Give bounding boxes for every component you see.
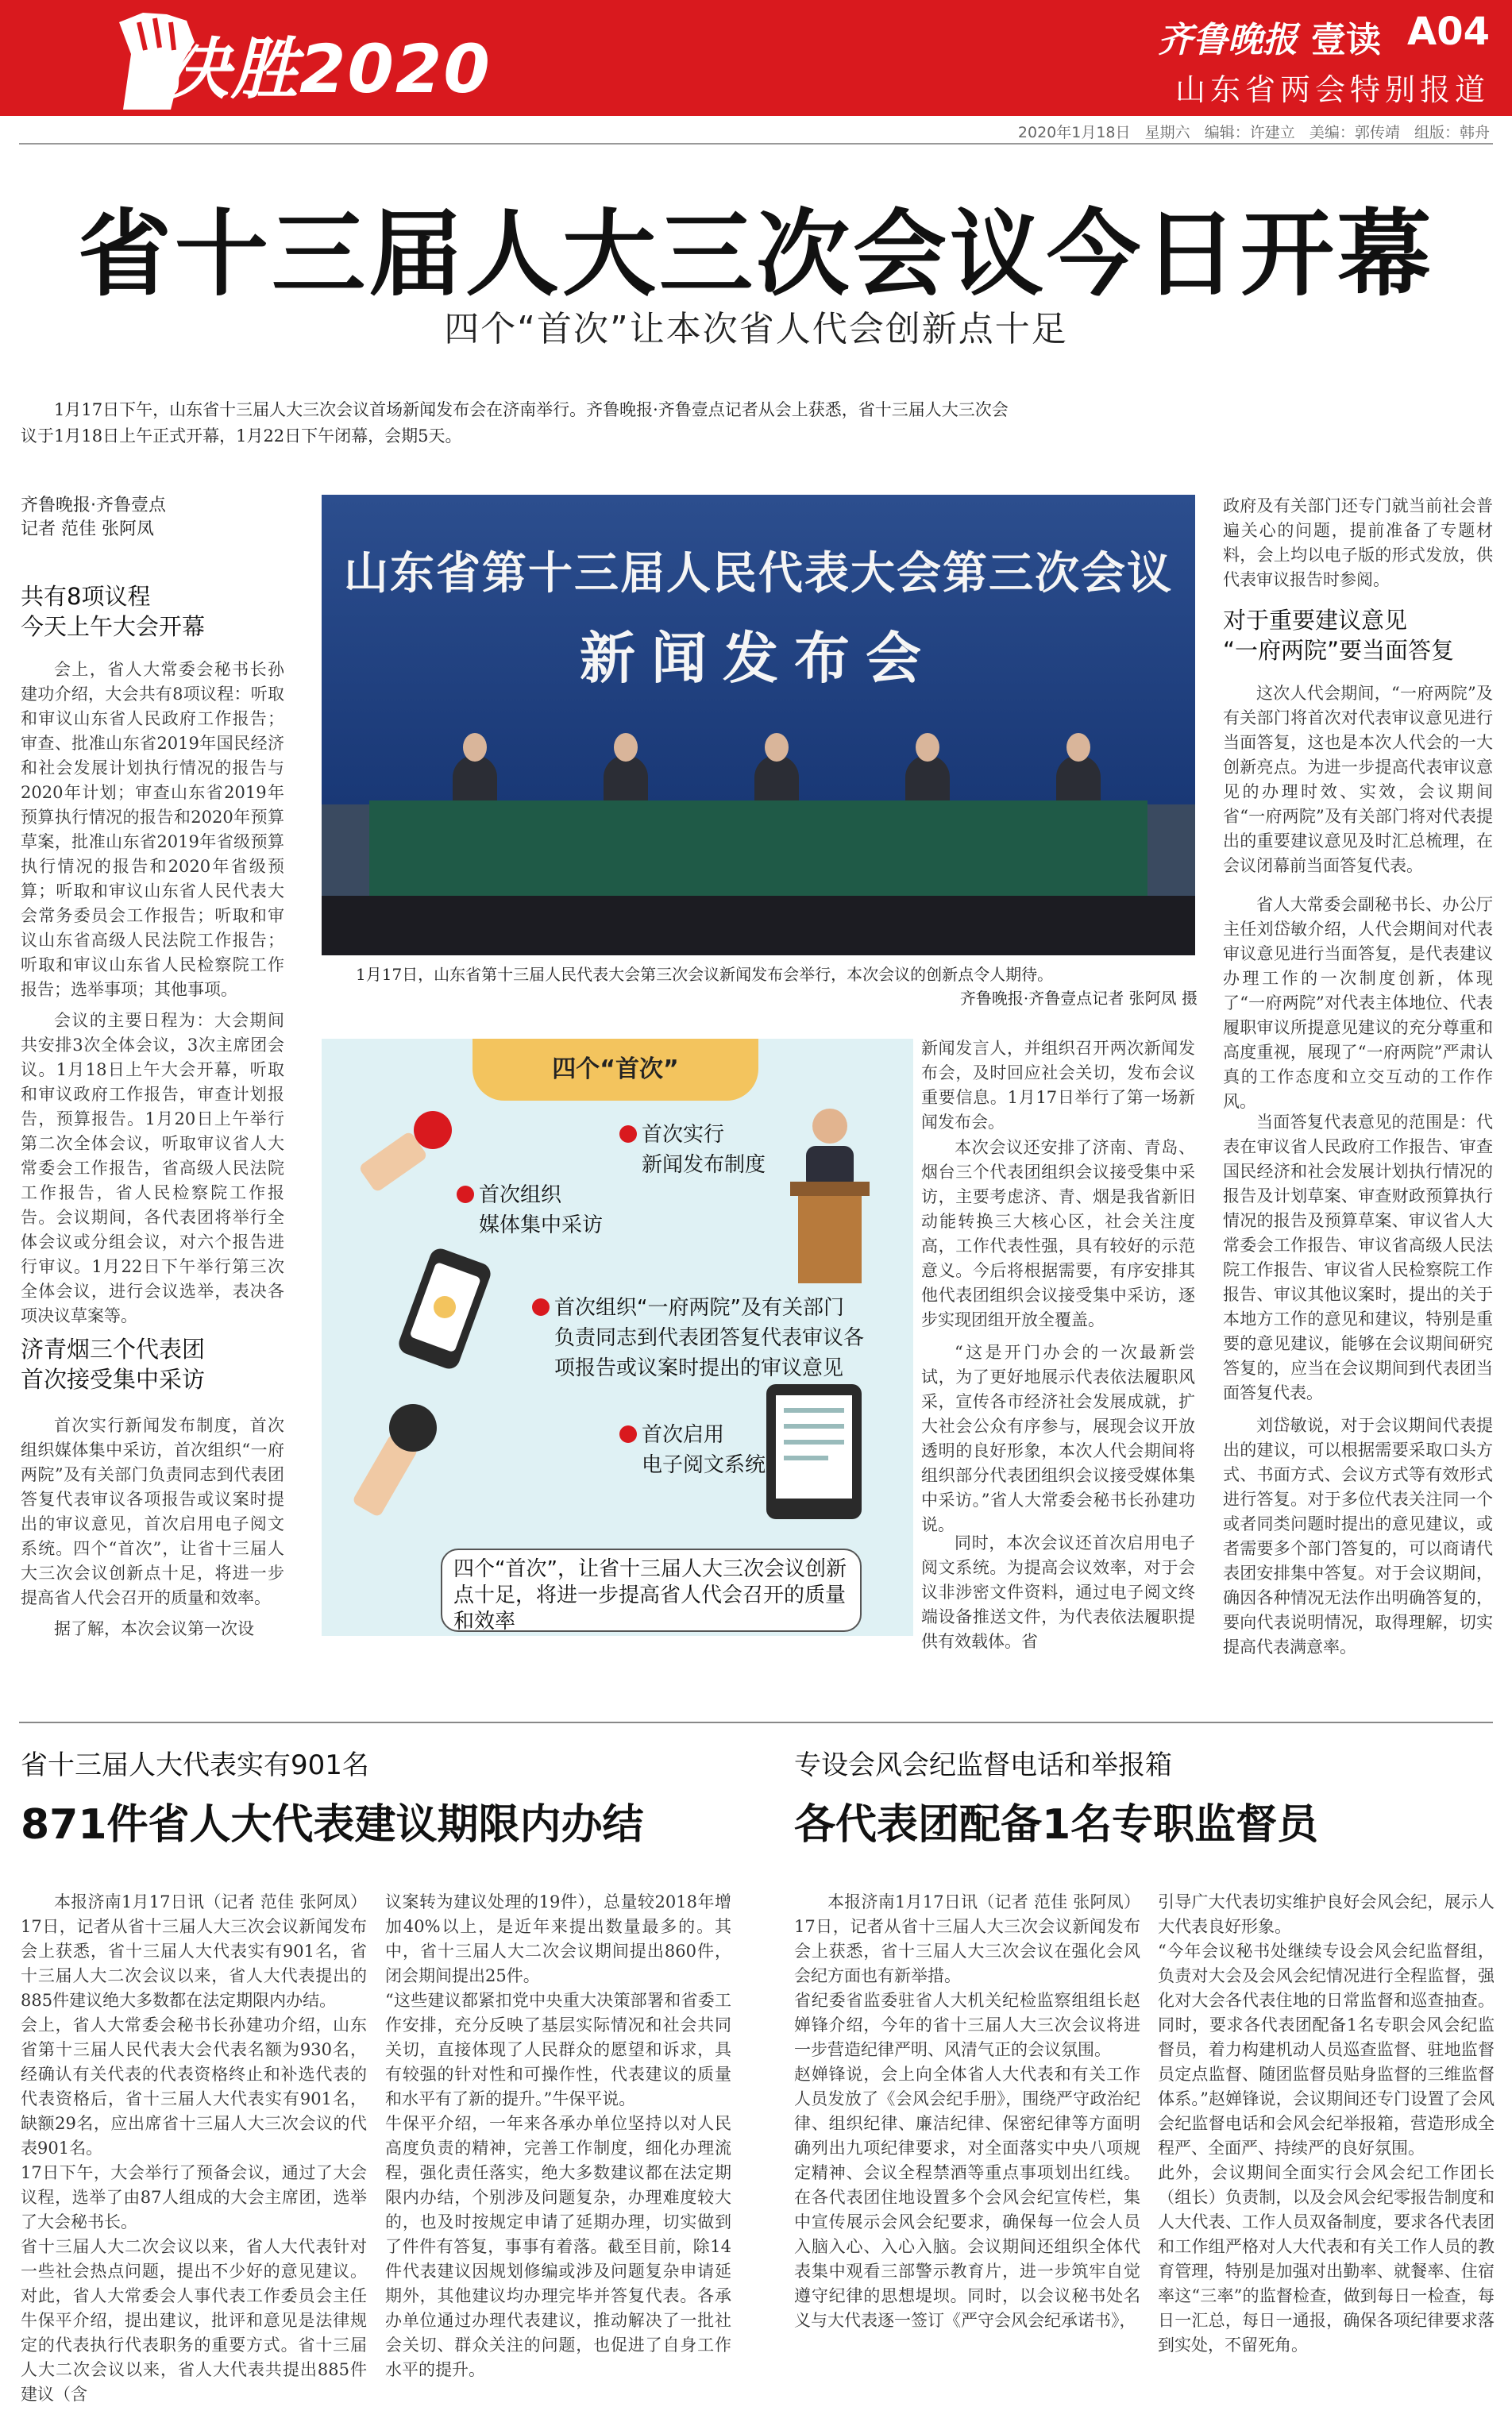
article-body-column: 议案转为建议处理的19件），总量较2018年增加40%以上，是近年来提出数量最多的。其中，省十三届人大二次会议期间提出860件，闭会期间提出25件。 “这些建议都紧扣党中央重大决策部署和省委工作安排，充分反映了基层实际情况和社会共同关切，直接体现了人民群众的愿望和诉求，具有较强的针对性和可操作性，代表建议的质量和水平有了新的提升。”牛保平说。 牛保平介绍，一年来各承办单位坚持以对人民高度负责的精神，完善工作制度，细化办理流程，强化责任落实，绝大多数建议都在法定期限内办结，个别涉及问题复杂，办理难度较大的，也及时按规定申请了延期办理，切实做到了件件有答复，事事有着落。截至目前，除14件代表建议因规划修编或涉及问题复杂申请延期外，其他建议均办理完毕并答复代表。各承办单位通过办理代表建议，推动解决了一批社会关切、群众关注的问题，也促进了自身工作水平的提升。 (385, 1892, 731, 2379)
item-line: 新闻发布制度 (642, 1153, 766, 1177)
article-paragraph: 本次会议还安排了济南、青岛、烟台三个代表团组织会议接受集中采访，主要考虑济、青、烟是我省新旧动能转换三大核心区，社会关注度高，工作代表性强，具有较好的示范意义。今后将根据需要，有序安排其他代表团组织会议接受集中采访，逐步实现团组开放全覆盖。 (921, 1138, 1195, 1329)
microphone-hand-icon (338, 1388, 472, 1523)
photo-credit: 齐鲁晚报·齐鲁壹点记者 张阿凤 摄 (959, 989, 1198, 1008)
subheading-line: 今天上午大会开幕 (21, 613, 206, 640)
item-line: 电子阅文系统 (642, 1453, 766, 1477)
item-line: 首次实行 (642, 1123, 725, 1147)
subheading-line: “一府两院”要当面答复 (1223, 637, 1455, 664)
infographic-summary: 四个“首次”，让省十三届人大三次会议创新点十足，将进一步提高省人代会召开的质量和效率 (441, 1549, 862, 1632)
article-body-column: 本报济南1月17日讯（记者 范佳 张阿凤） 17日，记者从省十三届人大三次会议新闻发布会上获悉，省十三届人大三次会议在强化会风会纪方面也有新举措。 省纪委省监委驻省人大机关纪检监察组组长赵婵锋介绍，今年的省十三届人大三次会议将进一步营造纪律严明、风清气正的会议氛围。 赵婵锋说，会上向全体省人大代表和有关工作人员发放了《会风会纪手册》，围绕严守政治纪律、组织纪律、廉洁纪律、保密纪律等方面明确列出九项纪律要求，对全面落实中央八项规定精神、会议全程禁酒等重点事项划出红线。在各代表团住地设置多个会风会纪宣传栏，集中宣传展示会风会纪要求，确保每一位会人员入脑入心、入心入脑。会议期间还组织全体代表集中观看三部警示教育片，进一步筑牢自觉遵守纪律的思想堤坝。同时，以会议秘书处名义与大代表逐一签订《严守会风会纪承诺书》， (794, 1892, 1140, 2330)
article-paragraph: 首次实行新闻发布制度，首次组织媒体集中采访，首次组织“一府两院”及有关部门负责同志到代表团答复代表审议各项报告或议案时提出的审议意见，首次启用电子阅文系统。四个“首次”，让省十三届人大三次会议创新点十足，将进一步提高省人代会召开的质量和效率。 (21, 1416, 284, 1607)
infographic-item (619, 1120, 766, 1180)
page-headline: 省十三届人大三次会议今日开幕 (77, 199, 1434, 309)
article-kicker: 专设会风会纪监督电话和举报箱 (794, 1749, 1172, 1781)
section-subheading (1223, 605, 1454, 665)
speaker-head (1066, 733, 1090, 762)
item-line: 项报告或议案时提出的审议意见 (554, 1356, 844, 1380)
item-line: 首次启用 (642, 1423, 725, 1447)
section-divider (19, 1722, 1493, 1723)
article-paragraph: 省人大常委会副秘书长、办公厅主任刘岱敏介绍，人代会期间对代表审议意见进行当面答复，是代表建议办理工作的一次制度创新，体现了“一府两院”对代表主体地位、代表履职审议所提意见建议的充分尊重和高度重视，展现了“一府两院”严肃认真的工作态度和立交互动的工作作风。 (1223, 895, 1493, 1111)
infographic-title: 四个“首次” (472, 1039, 758, 1101)
section-subheading (21, 581, 205, 642)
masthead-title: 决胜2020 (163, 30, 492, 108)
speaker-head (614, 733, 638, 762)
divider (19, 143, 1493, 145)
four-firsts-infographic (322, 1039, 913, 1636)
item-line: 负责同志到代表团答复代表审议各 (554, 1326, 865, 1350)
article-headline: 各代表团配备1名专职监督员 (794, 1801, 1319, 1849)
byline (21, 494, 166, 542)
conference-table (369, 800, 1148, 896)
article-headline: 871件省人大代表建议期限内办结 (21, 1801, 644, 1849)
subheading-line: 共有8项议程 (21, 583, 151, 610)
dateline: 2020年1月18日 星期六 编辑：许建立 美编：郭传靖 组版：韩舟 (1017, 124, 1490, 141)
item-line: 媒体集中采访 (479, 1213, 604, 1237)
photo-caption (356, 962, 1198, 1010)
page-number: A04 (1407, 10, 1490, 54)
byline-line: 齐鲁晚报·齐鲁壹点 (21, 496, 166, 515)
subheading-line: 对于重要建议意见 (1223, 607, 1408, 634)
audience-area (322, 896, 1195, 955)
article-paragraph: 刘岱敏说，对于会议期间代表提出的建议，可以根据需要采取口头方式、书面方式、会议方式等有效形式进行答复。对于多位代表关注同一个或者同类问题时提出的意见建议，或者需要多个部门答复的，可以商请代表团安排集中答复。对于会议期间，确因各种情况无法作出明确答复的，要向代表说明情况，取得理解，切实提高代表满意率。 (1223, 1416, 1493, 1657)
article-kicker: 省十三届人大代表实有901名 (21, 1749, 369, 1781)
byline-line: 记者 范佳 张阿凤 (21, 519, 154, 539)
article-paragraph: 政府及有关部门还专门就当前社会普遍关心的问题，提前准备了专题材料，会上均以电子版的形式发放，供代表审议报告时参阅。 (1223, 496, 1493, 589)
page-subheadline: 四个“首次”让本次省人代会创新点十足 (444, 309, 1068, 349)
article-paragraph: “这是开门办会的一次最新尝试，为了更好地展示代表依法履职风采，宣传各市经济社会发展成就，扩大社会公众有序参与，展现会议开放透明的良好形象，本次人代会期间将组织部分代表团组织会议接受媒体集中采访。”省人大常委会秘书长孙建功说。 (921, 1343, 1195, 1534)
subheading-line: 首次接受集中采访 (21, 1366, 206, 1393)
speaker-head (916, 733, 939, 762)
newspaper-name: 齐鲁晚报 (1158, 20, 1298, 60)
backdrop-title: 山东省第十三届人民代表大会第三次会议 (344, 547, 1173, 600)
speaker-head (463, 733, 487, 762)
item-line: 首次组织 (479, 1183, 562, 1207)
tablet-device-icon (754, 1376, 874, 1527)
smartphone-recorder-icon (393, 1245, 504, 1372)
section-name: 壹读 (1311, 20, 1381, 60)
article-paragraph: 新闻发言人，并组织召开两次新闻发布会，及时回应社会关切，发布会议重要信息。1月17日举行了第一场新闻发布会。 (921, 1039, 1195, 1132)
podium-speaker-icon (766, 1102, 893, 1285)
article-paragraph: 会上，省人大常委会秘书长孙建功介绍，大会共有8项议程：听取和审议山东省人民政府工作报告；审查、批准山东省2019年国民经济和社会发展计划执行情况的报告与2020年计划；审查山东省2019年预算执行情况的报告和2020年预算草案，批准山东省2019年省级预算执行情况的报告和2020年省级预算；听取和审议山东省人民代表大会常务委员会工作报告；听取和审议山东省高级人民法院工作报告；听取和审议山东省人民检察院工作报告；选举事项；其他事项。 (21, 660, 284, 999)
infographic-item (457, 1180, 603, 1240)
article-paragraph: 当面答复代表意见的范围是：代表在审议省人民政府工作报告、审查国民经济和社会发展计划执行情况的报告及计划草案、审查财政预算执行情况的报告及预算草案、审议省人大常委会工作报告、审议省高级人民法院工作报告、审议省人民检察院工作报告、审议其他议案时，提出的关于本地方工作的意见和建议，特别是重要的意见建议，能够在会议期间研究答复的，应当在会议期间到代表团当面答复代表。 (1223, 1113, 1493, 1402)
press-conference-photo (322, 495, 1195, 955)
speaker-head (765, 733, 789, 762)
infographic-item (532, 1293, 864, 1383)
article-paragraph: 这次人代会期间，“一府两院”及有关部门将首次对代表审议意见进行当面答复，这也是本次人代会的一大创新亮点。为进一步提高代表审议意见的办理时效、实效，会议期间省“一府两院”及有关部门将对代表提出的重要建议意见及时汇总梳理，在会议闭幕前当面答复代表。 (1223, 684, 1493, 875)
red-dot-icon (532, 1298, 550, 1316)
subheading-line: 济青烟三个代表团 (21, 1336, 206, 1363)
infographic-item (619, 1420, 766, 1480)
item-line: 首次组织“一府两院”及有关部门 (554, 1296, 844, 1320)
section-tagline: 山东省两会特别报道 (1174, 72, 1490, 107)
lead-paragraph: 1月17日下午，山东省十三届人大三次会议首场新闻发布会在济南举行。齐鲁晚报·齐鲁壹点记者从会上获悉，省十三届人大三次会议于1月18日上午正式开幕，1月22日下午闭幕，会期5天。 (21, 400, 1009, 446)
backdrop-subtitle: 新闻发布会 (580, 625, 937, 691)
article-body-column: 本报济南1月17日讯（记者 范佳 张阿凤） 17日，记者从省十三届人大三次会议新闻发布会上获悉，省十三届人大代表实有901名，省十三届人大二次会议以来，省人大代表提出的885件建议绝大多数都在法定期限内办结。 会上，省人大常委会秘书长孙建功介绍，山东省第十三届人民代表大会代表名额为930名，经确认有关代表的代表资格终止和补选代表的代表资格后，省十三届人大代表实有901名，缺额29名，应出席省十三届人大三次会议的代表901名。 17日下午，大会举行了预备会议，通过了大会议程，选举了由87人组成的大会主席团，选举了大会秘书长。 省十三届人大二次会议以来，省人大代表针对一些社会热点问题，提出不少好的意见建议。对此，省人大常委会人事代表工作委员会主任牛保平介绍，提出建议，批评和意见是法律规定的代表执行代表职务的重要方式。省十三届人大二次会议以来，省人大代表共提出885件建议（含 (21, 1892, 367, 2404)
article-paragraph: 会议的主要日程为：大会期间共安排3次全体会议，3次主席团会议。1月18日上午大会开幕，听取和审议政府工作报告，审查计划报告，预算报告。1月20日上午举行第二次全体会议，听取审议省人大常委会工作报告，省高级人民法院工作报告，省人民检察院工作报告。会议期间，各代表团将举行全体会议或分组会议，对六个报告进行审议。1月22日下午举行第三次全体会议，进行会议选举，表决各项决议草案等。 (21, 1011, 284, 1325)
red-dot-icon (619, 1425, 637, 1443)
masthead-banner (0, 0, 1512, 116)
caption-text: 1月17日，山东省第十三届人民代表大会第三次会议新闻发布会举行，本次会议的创新点令人期待。 (356, 965, 1054, 984)
section-subheading (21, 1334, 205, 1394)
article-body-column: 引导广大代表切实维护良好会风会纪，展示人大代表良好形象。 “今年会议秘书处继续专设会风会纪监督组，负责对大会及会风会纪情况进行全程监督，强化对大会各代表住地的日常监督和巡查抽查。同时，要求各代表团配备1名专职会风会纪监督员，着力构建机动人员巡查监督、驻地监督员定点监督、随团监督员贴身监督的三维监督体系。”赵婵锋说，会议期间还专门设置了会风会纪监督电话和会风会纪举报箱，营造形成全程严、全面严、持续严的良好氛围。 此外，会议期间全面实行会风会纪工作团长（组长）负责制，以及会风会纪零报告制度和人大代表、工作人员双备制度，要求各代表团和工作组严格对人大代表和有关工作人员的教育管理，特别是加强对出勤率、就餐率、住宿率这“三率”的监督检查，做到每日一检查，每日一汇总，每日一通报，确保各项纪律要求落到实处，不留死角。 (1158, 1892, 1495, 2355)
article-paragraph: 据了解，本次会议第一次设 (54, 1619, 254, 1638)
article-paragraph: 同时，本次会议还首次启用电子阅文系统。为提高会议效率，对于会议非涉密文件资料，通过电子阅文终端设备推送文件，为代表依法履职提供有效载体。省 (921, 1533, 1195, 1651)
microphone-hand-icon (353, 1098, 465, 1209)
red-dot-icon (619, 1125, 637, 1143)
